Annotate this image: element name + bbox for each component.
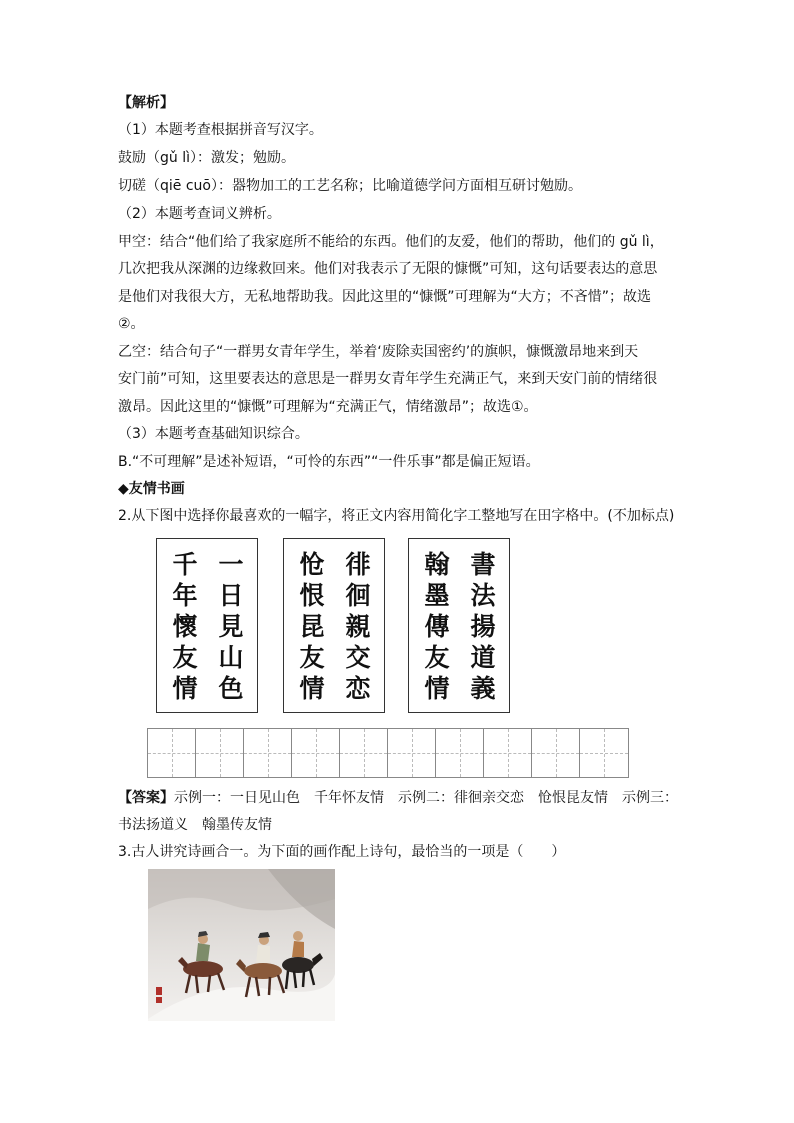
analysis-line: 是他们对我很大方，无私地帮助我。因此这里的“慷慨”可理解为“大方；不吝惜”；故选 (118, 289, 652, 305)
card-col-right (463, 549, 503, 704)
card-col-left (165, 549, 205, 704)
analysis-line: （2）本题考查词义辨析。 (118, 206, 281, 222)
calligraphy-char: 昆 (299, 612, 325, 641)
calligraphy-char: 情 (172, 674, 198, 703)
calligraphy-char: 怆 (299, 550, 325, 579)
calligraphy-char: 墨 (424, 581, 450, 610)
analysis-line: 乙空：结合句子“一群男女青年学生，举着‘废除卖国密约’的旗帜，慷慨激昂地来到天 (118, 344, 639, 360)
analysis-line: B.“不可理解”是述补短语，“可怜的东西”“一件乐事”都是偏正短语。 (118, 454, 540, 470)
calligraphy-char: 友 (299, 643, 325, 672)
calligraphy-char: 傳 (424, 612, 450, 641)
card-col-right (211, 549, 251, 704)
question-2: 2.从下图中选择你最喜欢的一幅字，将正文内容用简化字工整地写在田字格中。(不加标点) (118, 508, 675, 524)
analysis-line: 激昂。因此这里的“慷慨”可理解为“充满正气，情绪激昂”；故选①。 (118, 399, 538, 415)
calligraphy-char: 一 (218, 550, 244, 579)
calligraphy-card-3[interactable] (408, 538, 510, 713)
calligraphy-char: 見 (218, 612, 244, 641)
calligraphy-char: 山 (218, 643, 244, 672)
tianzige-grid[interactable] (147, 728, 629, 778)
grid-cell[interactable] (532, 729, 580, 777)
calligraphy-char: 年 (172, 581, 198, 610)
calligraphy-char: 情 (424, 674, 450, 703)
calligraphy-char: 揚 (470, 612, 496, 641)
grid-cell[interactable] (484, 729, 532, 777)
calligraphy-char: 親 (345, 612, 371, 641)
calligraphy-char: 恨 (299, 581, 325, 610)
calligraphy-char: 徘 (345, 550, 371, 579)
analysis-line: 鼓励（gǔ lì）：激发；勉励。 (118, 150, 295, 166)
calligraphy-char: 友 (172, 643, 198, 672)
calligraphy-card-2[interactable] (283, 538, 385, 713)
answer-line-1 (118, 788, 678, 808)
calligraphy-char: 書 (470, 550, 496, 579)
grid-cell[interactable] (580, 729, 628, 777)
painting-image (148, 869, 335, 1021)
calligraphy-char: 翰 (424, 550, 450, 579)
analysis-line: 切磋（qiē cuō）：器物加工的工艺名称；比喻道德学问方面相互研讨勉励。 (118, 178, 582, 194)
analysis-line: 甲空：结合“他们给了我家庭所不能给的东西。他们的友爱，他们的帮助，他们的 gǔ lì， (118, 234, 664, 250)
calligraphy-char: 日 (218, 581, 244, 610)
analysis-heading: 【解析】 (118, 95, 174, 111)
analysis-line: 安门前”可知，这里要表达的意思是一群男女青年学生充满正气，来到天安门前的情绪很 (118, 371, 658, 387)
answer-label: 【答案】 (118, 790, 174, 806)
calligraphy-char: 交 (345, 643, 371, 672)
analysis-line: （3）本题考查基础知识综合。 (118, 426, 309, 442)
grid-cell[interactable] (292, 729, 340, 777)
grid-cell[interactable] (148, 729, 196, 777)
calligraphy-card-1[interactable] (156, 538, 258, 713)
grid-cell[interactable] (244, 729, 292, 777)
calligraphy-char: 色 (218, 674, 244, 703)
answer-line-2: 书法扬道义 翰墨传友情 (118, 817, 272, 833)
card-col-left (292, 549, 332, 704)
grid-cell[interactable] (340, 729, 388, 777)
analysis-line: （1）本题考查根据拼音写汉字。 (118, 122, 323, 138)
calligraphy-char: 情 (299, 674, 325, 703)
grid-cell[interactable] (388, 729, 436, 777)
answer-text: 示例一：一日见山色 千年怀友情 示例二：徘徊亲交恋 怆恨昆友情 示例三： (174, 790, 678, 806)
section-title: ◆友情书画 (118, 481, 185, 497)
calligraphy-char: 徊 (345, 581, 371, 610)
grid-cell[interactable] (436, 729, 484, 777)
calligraphy-char: 恋 (345, 674, 371, 703)
calligraphy-char: 法 (470, 581, 496, 610)
analysis-line: 几次把我从深渊的边缘救回来。他们对我表示了无限的慷慨”可知，这句话要表达的意思 (118, 261, 658, 277)
analysis-line: ②。 (118, 316, 145, 332)
calligraphy-char: 道 (470, 643, 496, 672)
card-col-left (417, 549, 457, 704)
question-3: 3.古人讲究诗画合一。为下面的画作配上诗句，最恰当的一项是（ ） (118, 844, 566, 860)
calligraphy-char: 友 (424, 643, 450, 672)
calligraphy-char: 義 (470, 674, 496, 703)
card-col-right (338, 549, 378, 704)
calligraphy-char: 千 (172, 550, 198, 579)
grid-cell[interactable] (196, 729, 244, 777)
calligraphy-char: 懷 (172, 612, 198, 641)
